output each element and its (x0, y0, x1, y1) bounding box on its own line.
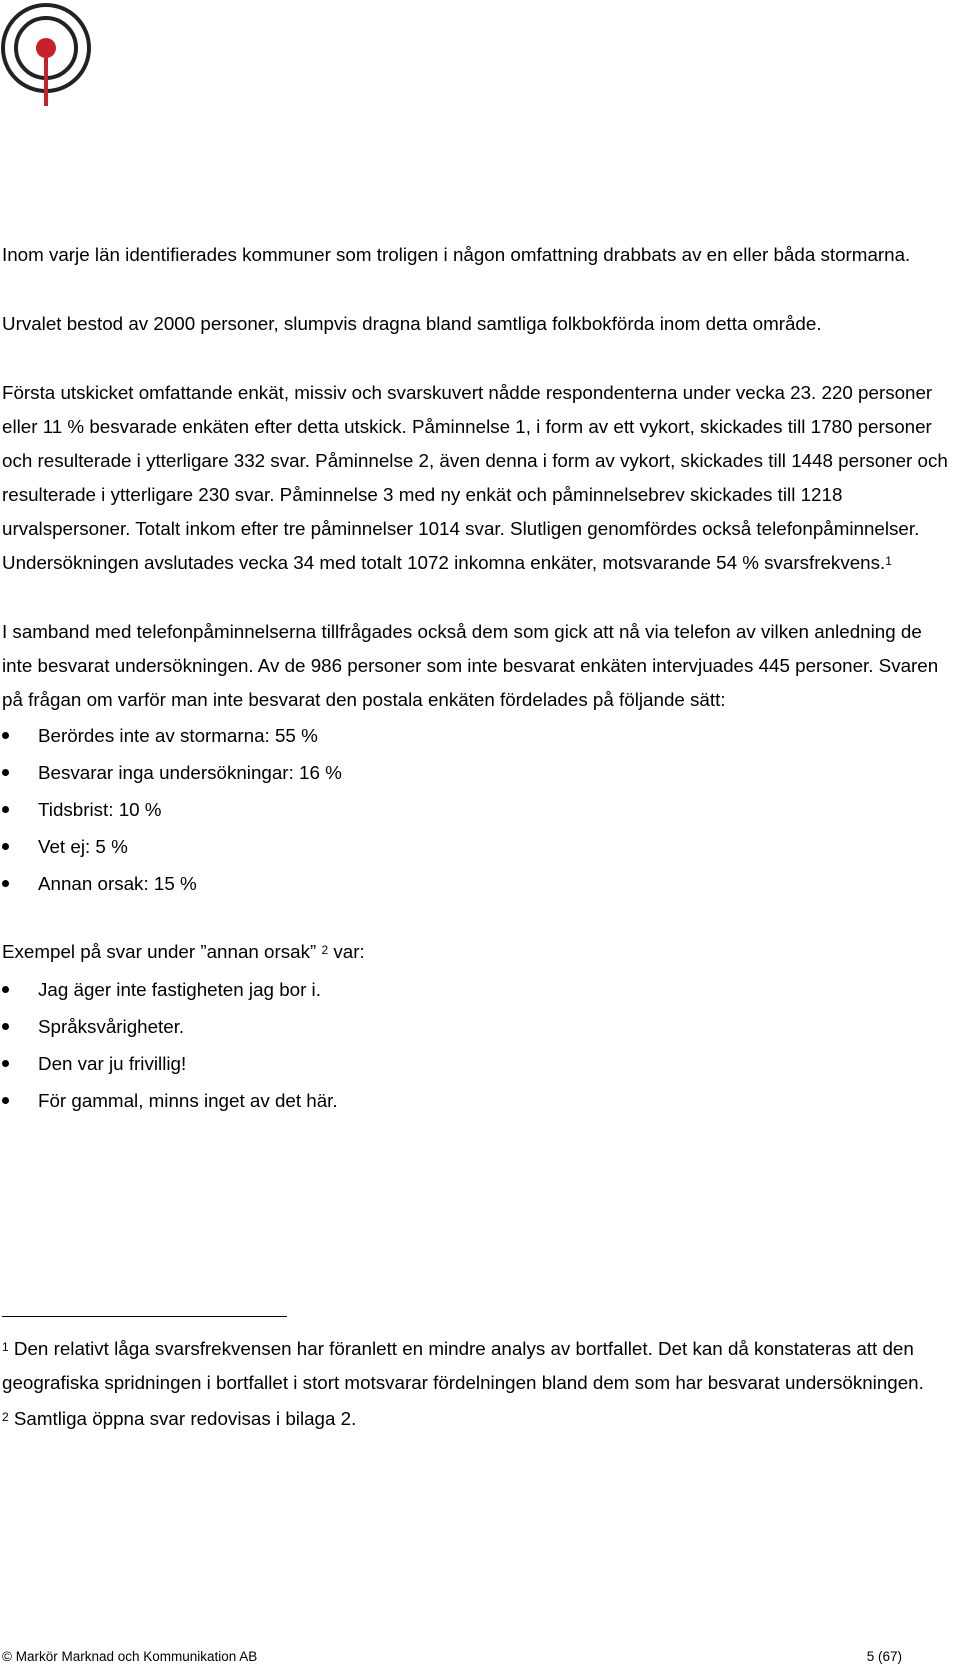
list-item (2, 865, 954, 902)
list-item-label: För gammal, minns inget av det här. (38, 1090, 338, 1111)
footnotes (2, 1332, 954, 1436)
footnote-2-number: 2 (2, 1410, 9, 1424)
bullet-icon (2, 1023, 9, 1030)
list-item (2, 791, 954, 828)
footnote-ref-2[interactable]: 2 (321, 943, 329, 957)
list-item-label: Vet ej: 5 % (38, 836, 128, 857)
list-item-label: Den var ju frivillig! (38, 1053, 187, 1074)
footnote-2 (2, 1402, 954, 1436)
bullet-icon (2, 769, 9, 776)
bullet-icon (2, 986, 9, 993)
page-number: 5 (67) (866, 1649, 902, 1664)
footnote-ref-1[interactable]: 1 (885, 554, 892, 568)
list-item (2, 717, 954, 754)
list-item-label: Jag äger inte fastigheten jag bor i. (38, 979, 321, 1000)
list-item (2, 971, 954, 1008)
footnote-divider (2, 1316, 287, 1317)
page-footer (2, 1648, 902, 1666)
paragraph-kommuner: Inom varje län identifierades kommuner som troligen i någon omfattning drabbats av en eller båda stormarna. (2, 244, 911, 265)
footnote-1 (2, 1332, 954, 1400)
examples-intro-suffix: var: (333, 941, 365, 962)
paragraph-utskick (2, 376, 954, 580)
list-item (2, 828, 954, 865)
list-item (2, 1008, 954, 1045)
bullet-icon (2, 732, 9, 739)
footnote-1-text: Den relativt låga svarsfrekvensen har föranlett en mindre analys av bortfallet. Det kan då konstateras att den geografiska spridningen i bortfallet i stort motsvarar fördelningen bland dem som har besvarat undersökningen. (2, 1338, 924, 1393)
list-item-label: Språksvårigheter. (38, 1016, 185, 1037)
list-item (2, 1082, 954, 1119)
target-logo-icon (0, 0, 98, 112)
reasons-list (2, 717, 954, 902)
list-item-label: Besvarar inga undersökningar: 16 % (38, 762, 342, 783)
paragraph-urval: Urvalet bestod av 2000 personer, slumpvis dragna bland samtliga folkbokförda inom detta område. (2, 313, 822, 334)
list-item-label: Annan orsak: 15 % (38, 873, 197, 894)
examples-list (2, 971, 954, 1119)
footnote-1-number: 1 (2, 1340, 9, 1354)
paragraph-utskick-text: Första utskicket omfattande enkät, missiv och svarskuvert nådde respondenterna under vecka 23. 220 personer eller 11 % besvarade enkäten efter detta utskick. Påminnelse 1, i form av ett vykort, skickades till 1780 personer och resulterade i ytterligare 332 svar. Påminnelse 2, även denna i form av vykort, skickades till 1448 personer och resulterade i ytterligare 230 svar. Påminnelse 3 med ny enkät och påminnelsebrev skickades till 1218 urvalspersoner. Totalt inkom efter tre påminnelser 1014 svar. Slutligen genomfördes också telefonpåminnelser. Undersökningen avslutades vecka 34 med totalt 1072 inkomna enkäter, motsvarande 54 % svarsfrekvens. (2, 382, 948, 573)
footnote-2-text: Samtliga öppna svar redovisas i bilaga 2. (13, 1408, 357, 1429)
examples-intro-text: Exempel på svar under ”annan orsak” (2, 941, 317, 962)
bullet-icon (2, 806, 9, 813)
list-item-label: Berördes inte av stormarna: 55 % (38, 725, 318, 746)
list-item (2, 1045, 954, 1082)
bullet-icon (2, 880, 9, 887)
bullet-icon (2, 1060, 9, 1067)
bullet-icon (2, 843, 9, 850)
list-item-label: Tidsbrist: 10 % (38, 799, 162, 820)
paragraph-telefon: I samband med telefonpåminnelserna tillfrågades också dem som gick att nå via telefon av vilken anledning de inte besvarat undersökningen. Av de 986 personer som inte besvarat enkäten intervjuades 445 personer. Svaren på frågan om varför man inte besvarat den postala enkäten fördelades på följande sätt: (2, 621, 939, 710)
list-item (2, 754, 954, 791)
document-body (2, 238, 954, 1119)
footer-copyright: © Markör Marknad och Kommunikation AB (2, 1649, 258, 1664)
bullet-icon (2, 1097, 9, 1104)
examples-intro (2, 933, 954, 971)
